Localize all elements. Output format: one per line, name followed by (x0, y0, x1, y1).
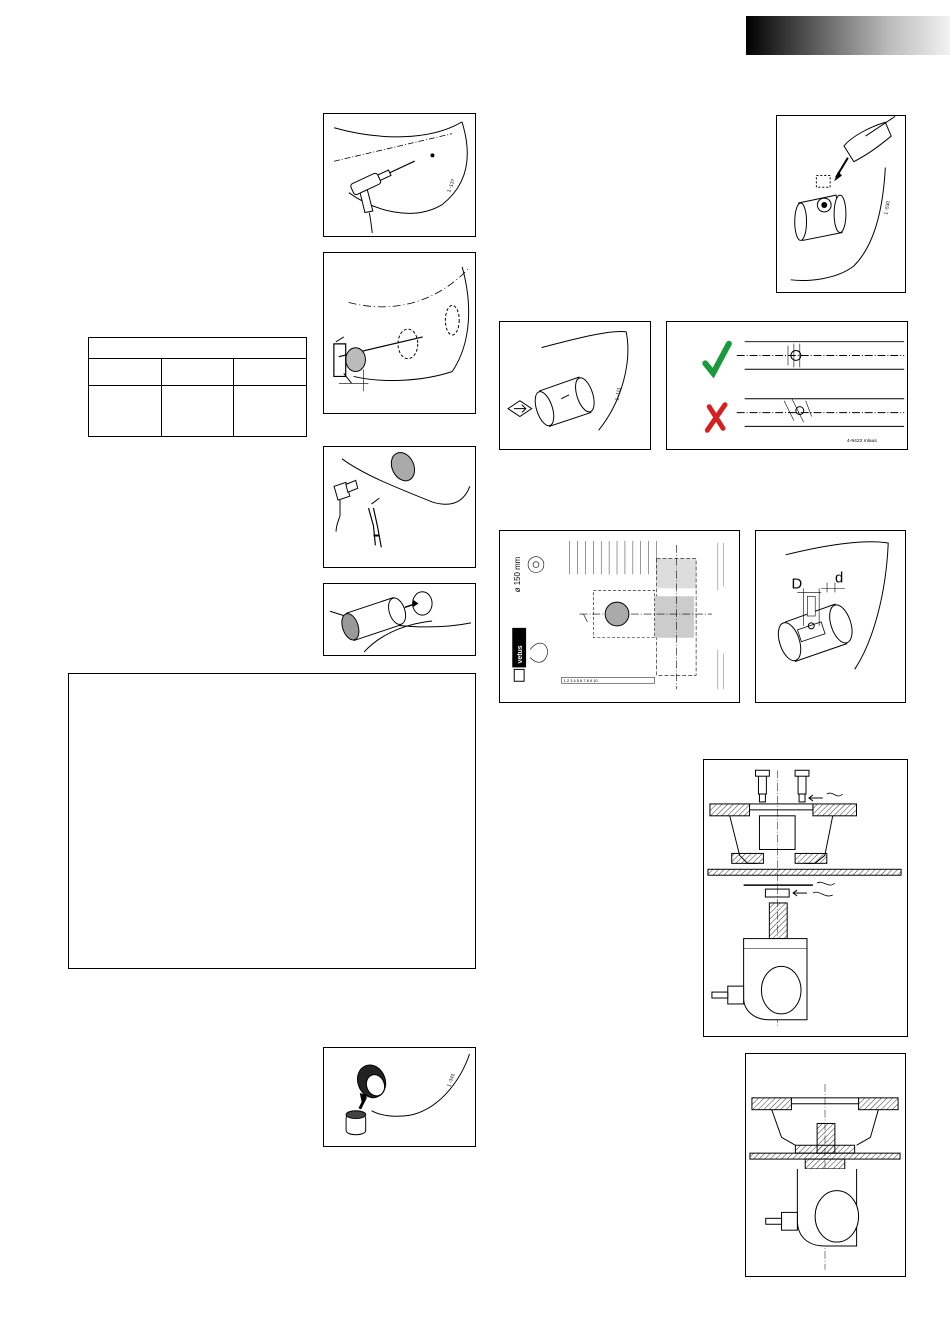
dimension-d-label: d (834, 570, 844, 587)
table-title (89, 338, 307, 359)
figure-alignment (666, 321, 908, 450)
figure-tube-side (499, 321, 651, 450)
figure-cap-sealant (323, 1047, 476, 1147)
figure-number: 1 -341 (447, 1073, 457, 1088)
section-tab (746, 16, 950, 55)
figure-number: 1 -137 (447, 178, 457, 194)
figure-exploded-assembly (703, 759, 908, 1037)
wrong-cross-icon (707, 405, 725, 431)
figure-drill-pilot-hole (323, 113, 476, 237)
note-box (68, 673, 476, 969)
table-cell (89, 386, 162, 437)
table-header-cell (89, 359, 162, 386)
figure-dimensions (755, 530, 906, 703)
figure-drilling-template (499, 530, 740, 703)
figure-tube-insert (323, 583, 476, 656)
figure-number: 1 -530 (884, 200, 892, 216)
ok-check-icon (705, 344, 729, 374)
specification-table (88, 337, 307, 437)
figure-number: 4-9422 mlaus (847, 439, 877, 445)
figure-hole-saw (323, 252, 476, 414)
figure-installed-section (745, 1053, 906, 1277)
figure-sealant-tools (323, 446, 476, 568)
table-header-cell (161, 359, 234, 386)
dimension-D-label: D (791, 576, 803, 593)
template-brand: vetus (517, 645, 525, 664)
table-cell (234, 386, 307, 437)
table-cell (161, 386, 234, 437)
figure-mark-pen (776, 115, 906, 293)
table-header-cell (234, 359, 307, 386)
template-scale: 1 2 3 4 5 6 7 8 9 10 (563, 678, 598, 684)
figure-number: 1 -111 (615, 387, 623, 402)
template-diameter-label: ø 150 mm (513, 556, 523, 593)
